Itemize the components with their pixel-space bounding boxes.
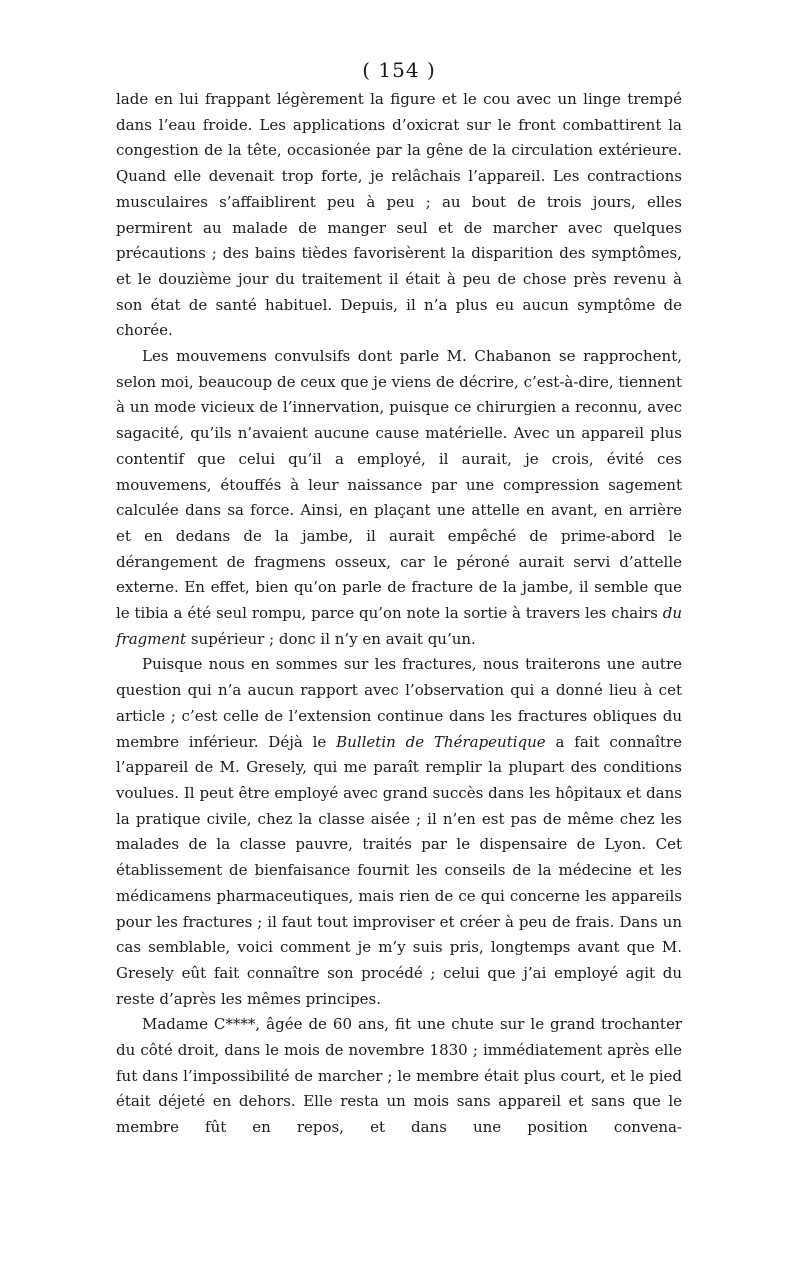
text-run: a fait connaître l’appareil de M. Gresely, qui me paraît remplir la plupart des conditions voulues. Il peut être employé avec grand succès dans les hôpitaux et dans la pratique civile, chez la classe aisée ; il n’en est pas de même chez les malades de la classe pauvre, traités par le dispensaire de Lyon. Cet établissement de bienfaisance fournit les conseils de la médecine et les médicamens pharmaceutiques, mais rien de ce qui concerne les appareils pour les fractures ; il faut tout improviser et créer à peu de frais. Dans un cas semblable, voici comment je m’y suis pris, longtemps avant que M. Gresely eût fait connaître son procédé ; celui que j’ai employé agit du reste d’après les mêmes principes. (116, 732, 682, 1008)
book-page (116, 58, 682, 1141)
paragraph (116, 87, 682, 344)
page-number: ( 154 ) (362, 58, 436, 82)
paragraph (116, 1012, 682, 1141)
text-run: Puisque nous en sommes sur les fractures, nous traiterons une autre question qui n’a aucun rapport avec l’observation qui a donné lieu à cet article ; c’est celle de l’extension continue dans les fractures obliques du membre inférieur. Déjà le (116, 655, 682, 751)
text-run: Madame C****, âgée de 60 ans, fit une chute sur le grand trochanter du côté droit, dans le mois de novembre 1830 ; immédiatement après elle fut dans l’impossibilité de marcher ; le membre était plus court, et le pied était déjeté en dehors. Elle resta un mois sans appareil et sans que le membre fût en repos, et dans une position convena- (116, 1015, 682, 1137)
text-run: lade en lui frappant légèrement la figure et le cou avec un linge trempé dans l’eau froide. Les applications d’oxicrat sur le front combattirent la congestion de la tête, occasionée par la gêne de la circulation extérieure. Quand elle devenait trop forte, je relâchais l’appareil. Les contractions musculaires s’affaiblirent peu à peu ; au bout de trois jours, elles permirent au malade de manger seul et de marcher avec quelques précautions ; des bains tièdes favorisèrent la disparition des symptômes, et le douzième jour du traitement il était à peu de chose près revenu à son état de santé habituel. Depuis, il n’a plus eu aucun symptôme de chorée. (116, 90, 682, 340)
italic-text: du fragment (116, 604, 682, 648)
paragraph (116, 344, 682, 652)
text-run: Les mouvemens convulsifs dont parle M. Chabanon se rapprochent, selon moi, beaucoup de ceux que je viens de décrire, c’est-à-dire, tiennent à un mode vicieux de l’innervation, puisque ce chirurgien a reconnu, avec sagacité, qu’ils n’avaient aucune cause matérielle. Avec un appareil plus contentif que celui qu’il a employé, il aurait, je crois, évité ces mouvemens, étouffés à leur naissance par une compression sagement calculée dans sa force. Ainsi, en plaçant une attelle en avant, en arrière et en dedans de la jambe, il aurait empêché de prime-abord le dérangement de fragmens osseux, car le péroné aurait servi d’attelle externe. En effet, bien qu’on parle de fracture de la jambe, il semble que le tibia a été seul rompu, parce qu’on note la sortie à travers les chairs (116, 347, 682, 623)
paragraph (116, 652, 682, 1012)
italic-text: Bulletin de Thérapeutique (336, 732, 546, 751)
body-text (116, 87, 682, 1141)
text-run: supérieur ; donc il n’y en avait qu’un. (186, 629, 476, 648)
